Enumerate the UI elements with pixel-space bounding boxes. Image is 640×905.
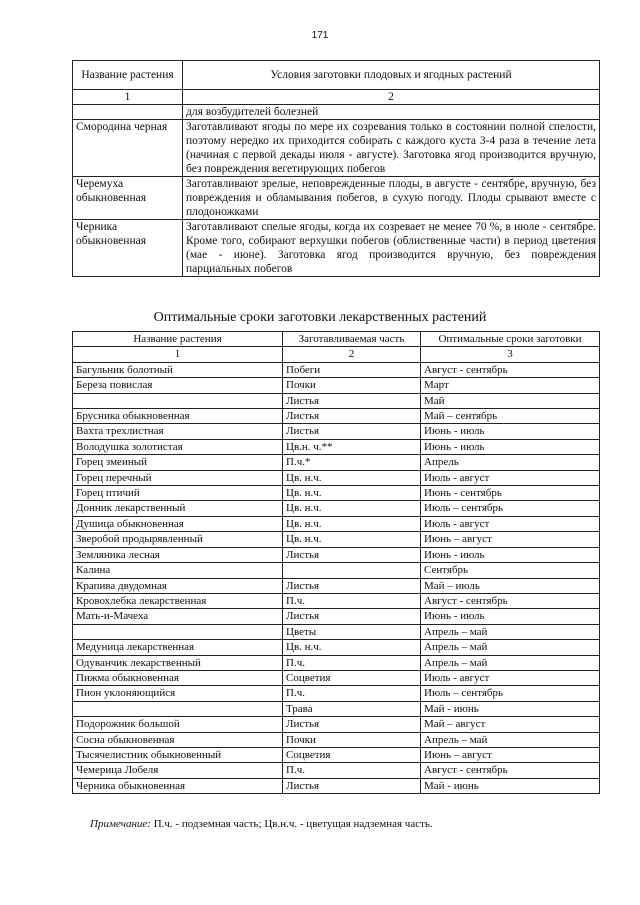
t2-plant: Брусника обыкновенная xyxy=(73,409,283,424)
t2-plant: Калина xyxy=(73,563,283,578)
table-row xyxy=(73,393,600,408)
t2-plant xyxy=(73,701,283,716)
t1-desc: Заготавливают спелые ягоды, когда их созревает не менее 70 %, в июле - сентябре. Кроме того, собирают верхушки побегов (облиственные части) в период цветения (мае - июне). Заготовка ягод производится вручную, без повреждения парциальных побегов xyxy=(183,220,600,277)
t2-term: Июнь - сентябрь xyxy=(421,486,600,501)
t2-term: Июль – сентябрь xyxy=(421,501,600,516)
t2-body xyxy=(73,362,600,793)
t2-term: Июнь - июль xyxy=(421,547,600,562)
t2-plant: Черника обыкновенная xyxy=(73,778,283,793)
t1-header-plant: Название растения xyxy=(73,61,183,90)
t2-part: Листья xyxy=(283,778,421,793)
table-row xyxy=(73,455,600,470)
t2-part: П.ч.* xyxy=(283,455,421,470)
t2-term: Апрель – май xyxy=(421,655,600,670)
t2-part: Цв. н.ч. xyxy=(283,532,421,547)
table-row xyxy=(73,439,600,454)
t2-term: Июль – сентябрь xyxy=(421,686,600,701)
t2-plant: Кровохлебка лекарственная xyxy=(73,593,283,608)
table2-title: Оптимальные сроки заготовки лекарственных растений xyxy=(153,310,487,325)
t2-part: Цветы xyxy=(283,624,421,639)
t2-plant: Сосна обыкновенная xyxy=(73,732,283,747)
table-row xyxy=(73,501,600,516)
t2-part xyxy=(283,563,421,578)
t2-plant: Горец перечный xyxy=(73,470,283,485)
t2-part: Листья xyxy=(283,717,421,732)
t1-cell xyxy=(73,105,183,120)
t1-row xyxy=(73,220,600,277)
t1-plant: Черемуха обыкновенная xyxy=(73,177,183,220)
t2-part: Соцветия xyxy=(283,747,421,762)
t2-part: П.ч. xyxy=(283,686,421,701)
t2-header-terms: Оптимальные сроки заготовки xyxy=(421,332,600,347)
t2-header-plant: Название растения xyxy=(73,332,283,347)
page-number: 171 xyxy=(311,30,329,41)
table-row xyxy=(73,547,600,562)
table-row xyxy=(73,686,600,701)
t2-term: Май - июнь xyxy=(421,778,600,793)
t2-plant: Пион уклоняющийся xyxy=(73,686,283,701)
t2-part: Листья xyxy=(283,609,421,624)
table-row xyxy=(73,593,600,608)
table-row xyxy=(73,609,600,624)
t2-plant: Мать-и-Мачеха xyxy=(73,609,283,624)
t2-term: Апрель – май xyxy=(421,640,600,655)
t2-term: Июнь - июль xyxy=(421,609,600,624)
t2-term: Май - июнь xyxy=(421,701,600,716)
t2-term: Сентябрь xyxy=(421,563,600,578)
table-row xyxy=(73,778,600,793)
t2-term: Июль - август xyxy=(421,670,600,685)
table-row xyxy=(73,486,600,501)
t2-term: Май xyxy=(421,393,600,408)
table-row xyxy=(73,532,600,547)
t2-num-2: 2 xyxy=(283,347,421,362)
table-row xyxy=(73,763,600,778)
t2-plant: Чемерица Лобеля xyxy=(73,763,283,778)
t1-plant: Смородина черная xyxy=(73,120,183,177)
table-row xyxy=(73,732,600,747)
t2-part: Листья xyxy=(283,547,421,562)
t2-plant: Береза повислая xyxy=(73,378,283,393)
table-row xyxy=(73,362,600,377)
table-row xyxy=(73,578,600,593)
t2-part: Побеги xyxy=(283,362,421,377)
t1-desc: Заготавливают зрелые, неповрежденные плоды, в августе - сентябре, вручную, без повреждения и обламывания побегов, в сухую погоду. Плоды срывают вместе с плодоножками xyxy=(183,177,600,220)
t2-plant: Тысячелистник обыкновенный xyxy=(73,747,283,762)
t2-part: П.ч. xyxy=(283,655,421,670)
t2-part: Листья xyxy=(283,424,421,439)
table-row xyxy=(73,670,600,685)
t2-plant: Донник лекарственный xyxy=(73,501,283,516)
table-row xyxy=(73,470,600,485)
t1-header-conditions: Условия заготовки плодовых и ягодных растений xyxy=(183,61,600,90)
t2-term: Июль - август xyxy=(421,516,600,531)
t2-plant: Володушка золотистая xyxy=(73,439,283,454)
t2-term: Май – август xyxy=(421,717,600,732)
t2-plant: Зверобой продырявленный xyxy=(73,532,283,547)
t2-plant: Багульник болотный xyxy=(73,362,283,377)
t2-part: Листья xyxy=(283,409,421,424)
t2-plant xyxy=(73,624,283,639)
t2-num-3: 3 xyxy=(421,347,600,362)
t2-plant: Одуванчик лекарственный xyxy=(73,655,283,670)
t1-row xyxy=(73,120,600,177)
t2-term: Август - сентябрь xyxy=(421,362,600,377)
t2-part: Цв. н.ч. xyxy=(283,486,421,501)
t1-num-2: 2 xyxy=(183,90,600,105)
table-row xyxy=(73,378,600,393)
footnote xyxy=(90,818,433,830)
table-row xyxy=(73,717,600,732)
t2-part: Листья xyxy=(283,578,421,593)
t2-part: Цв. н.ч. xyxy=(283,516,421,531)
t2-term: Июнь - июль xyxy=(421,439,600,454)
t2-part: Трава xyxy=(283,701,421,716)
t2-num-1: 1 xyxy=(73,347,283,362)
harvest-conditions-table xyxy=(72,60,600,277)
t2-term: Июнь - июль xyxy=(421,424,600,439)
t2-term: Апрель – май xyxy=(421,624,600,639)
table-row xyxy=(73,640,600,655)
t2-plant: Подорожник большой xyxy=(73,717,283,732)
t2-part: Соцветия xyxy=(283,670,421,685)
t2-plant: Душица обыкновенная xyxy=(73,516,283,531)
t2-plant: Пижма обыкновенная xyxy=(73,670,283,685)
t2-part: Почки xyxy=(283,378,421,393)
t2-plant: Вахта трехлистная xyxy=(73,424,283,439)
t2-term: Апрель – май xyxy=(421,732,600,747)
t2-term: Август - сентябрь xyxy=(421,593,600,608)
t2-header-part: Заготавливаемая часть xyxy=(283,332,421,347)
t2-term: Август - сентябрь xyxy=(421,763,600,778)
t1-plant: Черника обыкновенная xyxy=(73,220,183,277)
t2-plant: Горец птичий xyxy=(73,486,283,501)
t2-part: П.ч. xyxy=(283,593,421,608)
t2-plant: Медуница лекарственная xyxy=(73,640,283,655)
t2-term: Март xyxy=(421,378,600,393)
t2-plant xyxy=(73,393,283,408)
t2-plant: Крапива двудомная xyxy=(73,578,283,593)
table-row xyxy=(73,655,600,670)
t2-part: Почки xyxy=(283,732,421,747)
table-row xyxy=(73,424,600,439)
harvest-terms-table xyxy=(72,331,600,794)
t2-plant: Земляника лесная xyxy=(73,547,283,562)
t2-term: Июнь – август xyxy=(421,747,600,762)
t2-part: Цв. н.ч. xyxy=(283,640,421,655)
t2-term: Апрель xyxy=(421,455,600,470)
footnote-text: П.ч. - подземная часть; Цв.н.ч. - цветущая надземная часть. xyxy=(153,818,433,830)
t1-desc: Заготавливают ягоды по мере их созревания только в состоянии полной спелости, поэтому нередко их приходится собирать с каждого куста 3-4 раза в течение лета (начиная с первой декады июля - августе). Заготовка ягод производится вручную, без повреждения вегетирующих побегов xyxy=(183,120,600,177)
t2-term: Май – сентябрь xyxy=(421,409,600,424)
table-row xyxy=(73,624,600,639)
table-row xyxy=(73,747,600,762)
t2-part: Цв.н. ч.** xyxy=(283,439,421,454)
t2-part: П.ч. xyxy=(283,763,421,778)
t1-num-1: 1 xyxy=(73,90,183,105)
t1-row xyxy=(73,177,600,220)
table-row xyxy=(73,409,600,424)
t2-part: Цв. н.ч. xyxy=(283,470,421,485)
t2-term: Май – июль xyxy=(421,578,600,593)
table-row xyxy=(73,701,600,716)
table-row xyxy=(73,563,600,578)
t2-plant: Горец змеиный xyxy=(73,455,283,470)
t2-part: Листья xyxy=(283,393,421,408)
t2-part: Цв. н.ч. xyxy=(283,501,421,516)
t2-term: Июль - август xyxy=(421,470,600,485)
footnote-label: Примечание: xyxy=(90,818,151,830)
t1-continuation: для возбудителей болезней xyxy=(183,105,600,120)
t2-term: Июнь – август xyxy=(421,532,600,547)
table-row xyxy=(73,516,600,531)
